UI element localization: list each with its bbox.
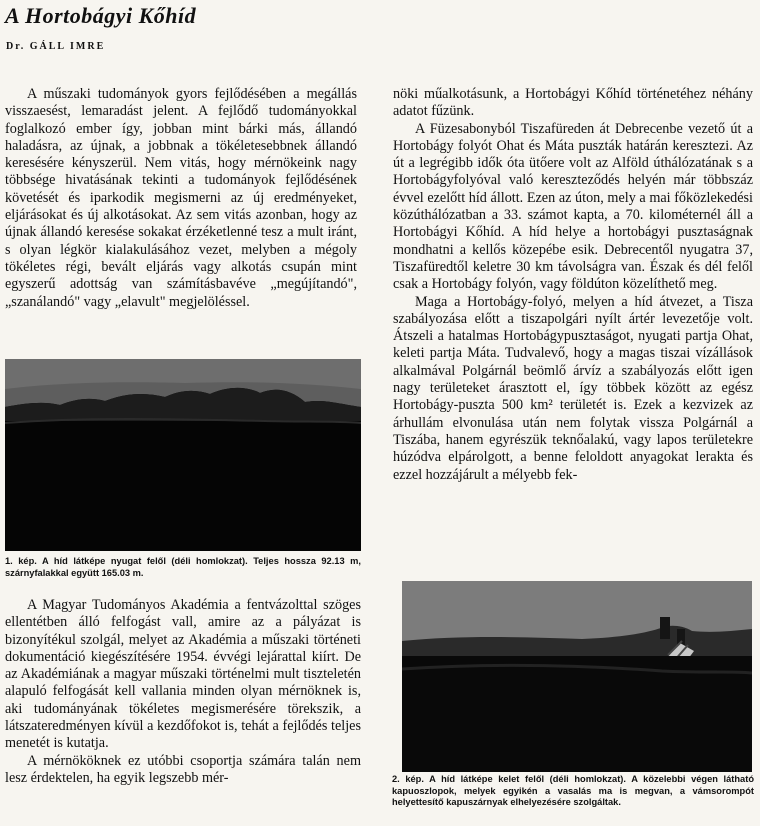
article-title: A Hortobágyi Kőhíd [5,3,197,28]
location-paragraph: A Füzesabonyból Tiszafüreden át Debrecenbe vezető út a Hortobágy folyót Ohat és Máta puszták határán keresztezi. Az út a legrégibb idők óta ütőere volt az Alföld úthálózatának s a Hortobágyfolyóval való kereszteződés helyén már többszáz évvel ezelőtt híd állott. Ezen az úton, mely a mai főközlekedési közúthálózatban a 33. számot kapta, a 70. kilométernél áll a Hortobágyi Kőhíd. A híd helye a hortobágyi pusztaságnak mondhatni a kellős közepébe esik. Debrecentől nyugatra 37, Tiszafüredtől keletre 30 km távolságra van. Észak és dél felől csak a Hortobágy folyón, vagy földúton közelíthető meg. [393,120,753,293]
akademia-paragraph: A Magyar Tudományos Akadémia a fentvázolttal szöges ellentétben álló felfogást vall, amire az a pályázat is bizonyítékul szolgál, melyet az Akadémia a műszaki történeti dokumentáció kiegészítésére 1954. évvégi lejárattal kiírt. De az Akadémiának a magyar műszaki történelmi mult tiszteletén alapuló felfogását kell vallania minden olyan mérnöknek is, aki tudományának tökéletes megismerésére törekszik, a látszateredményen kívül a kezdőfokot is, tehát a fejlődés teljes menetét is kutatja. [5,597,361,752]
author-byline: Dr. GÁLL IMRE [6,41,106,52]
mernok-paragraph: A mérnököknek ez utóbbi csoportja számára talán nem lesz érdektelen, ha egyik legszebb mér- [5,752,361,786]
bridge-photo-west [5,359,361,551]
figure-caption-2: 2. kép. A híd látképe kelet felől (déli homlokzat). A közelebbi végen látható kapuoszlopok, melyek egyikén a vasalás ma is megvan, a vámsorompót helyettesítő kapuszárnyak elhelyezésére szolgáltak. [392,774,754,807]
column-left-bottom [5,597,361,787]
figure-caption-1: 1. kép. A híd látképe nyugat felől (déli homlokzat). Teljes hossza 92.13 m, szárnyfalakkal együtt 165.03 m. [5,556,361,578]
intro-paragraph: A műszaki tudományok gyors fejlődésében a megállás visszaesést, lemaradást jelent. A fejlődő tudományokkal foglalkozó ember így, jobban mint bárki más, állandó haladásra, az újnak, a jobbnak a tökéletesebbnek állandó keresésére kényszerül. Nem vitás, hogy mérnökeink nagy többsége hivatásának tekinti a tudományok fejlődésének követését és iparkodik megismerni az új eredményeket, eljárásokat és új alkotásokat. Az sem vitás azonban, hogy az újnak állandó keresése sokakat érzéketlenné tesz a mult iránt, s olyan légkör kialakulásához vezet, melyben a mégoly tökéletes régi, bevált eljárás vagy alkotás csupán mint egyszerű adottság van számításbavéve „megújítandó", „szanálandó" vagy „elavult" megjelöléssel. [5,86,357,310]
column-right [393,86,753,484]
column-left-top [5,86,357,311]
bridge-photo-east [402,581,752,772]
river-paragraph: Maga a Hortobágy-folyó, melyen a híd átvezet, a Tisza szabályozása előtt a tiszapolgári nyílt ártér levezetője volt. Átszeli a hatalmas Hortobágypusztaságot, nyugati partja Ohat, keleti partja Máta. Tudvalevő, hogy a magas tiszai vízállások alkalmával Polgárnál beömlő árvíz a szabályozás előtt igen nagy területeket árasztott el, így többek között az egész Hortobágy-puszta 500 km² területét is. Ezek a kezvizek az árhullám elvonulása után nem folytak vissza Polgárnál a Tiszába, hanem egyrészük teknőalakú, vagy lapos területekre húzódva elpárolgott, a benne feloldott anyagokat lerakta és ezzel hozzájárult a mélyebb fek- [393,293,753,483]
continuation-paragraph: nöki műalkotásunk, a Hortobágyi Kőhíd történetéhez néhány adatot fűzünk. [393,86,753,120]
